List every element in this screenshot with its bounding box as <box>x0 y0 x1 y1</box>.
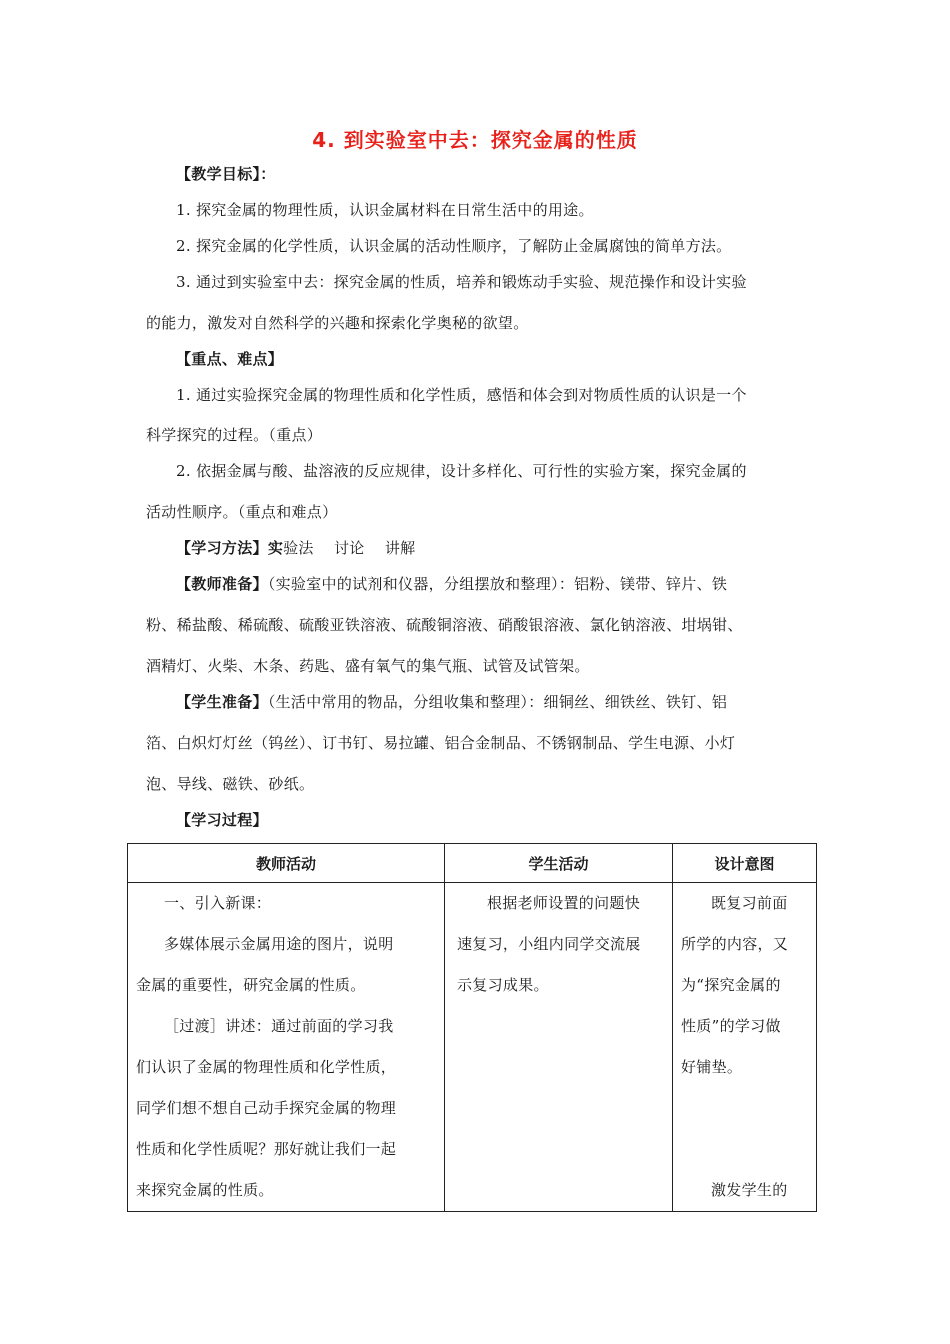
intent-line: 所学的内容，又 <box>681 935 789 953</box>
header-student-activity: 学生活动 <box>445 844 673 883</box>
teacher-prep-line-3: 酒精灯、火柴、木条、药匙、盛有氧气的集气瓶、试管及试管架。 <box>146 657 590 675</box>
teacher-prep-line-1 <box>176 574 816 594</box>
student-activity-cell <box>445 883 673 1212</box>
key-point-2-line-1: 2. 依据金属与酸、盐溶液的反应规律，设计多样化、可行性的实验方案，探究金属的 <box>176 462 747 480</box>
teacher-line: ［过渡］讲述：通过前面的学习我 <box>164 1017 394 1035</box>
objective-item-1: 1. 探究金属的物理性质，认识金属材料在日常生活中的用途。 <box>176 201 594 219</box>
intent-line <box>681 1129 808 1170</box>
header-design-intent: 设计意图 <box>673 844 817 883</box>
student-line: 速复习，小组内同学交流展 <box>457 935 641 953</box>
key-point-1-line-2: 科学探究的过程。（重点） <box>146 426 323 444</box>
objective-item-2: 2. 探究金属的化学性质，认识金属的活动性顺序，了解防止金属腐蚀的简单方法。 <box>176 237 732 255</box>
teacher-line: 性质和化学性质呢？那好就让我们一起 <box>136 1140 397 1158</box>
teacher-prep-line-2: 粉、稀盐酸、稀硫酸、硫酸亚铁溶液、硫酸铜溶液、硝酸银溶液、氯化钠溶液、坩埚钳、 <box>146 616 743 634</box>
teacher-prep-text-1: （实验室中的试剂和仪器，分组摆放和整理）：铝粉、镁带、锌片、铁 <box>267 575 728 593</box>
teacher-line: 一、引入新课： <box>164 894 272 912</box>
intent-line: 激发学生的 <box>711 1181 788 1199</box>
objective-item-3-line-2: 的能力，激发对自然科学的兴趣和探索化学奥秘的欲望。 <box>146 314 529 332</box>
student-prep-line-3: 泡、导线、磁铁、砂纸。 <box>146 775 315 793</box>
method-line <box>176 538 816 558</box>
teacher-line: 来探究金属的性质。 <box>136 1181 274 1199</box>
teacher-line: 金属的重要性，研究金属的性质。 <box>136 976 366 994</box>
method-text: 验法 讨论 讲解 <box>283 539 416 557</box>
intent-line: 既复习前面 <box>711 894 788 912</box>
key-point-1-line-1: 1. 通过实验探究金属的物理性质和化学性质，感悟和体会到对物质性质的认识是一个 <box>176 386 747 404</box>
student-prep-heading: 【学生准备】 <box>176 693 268 711</box>
page-title: 4. 到实验室中去：探究金属的性质 <box>312 128 638 152</box>
objectives-heading: 【教学目标】： <box>176 165 276 183</box>
student-line: 示复习成果。 <box>457 976 549 994</box>
intent-line <box>681 1088 808 1129</box>
header-teacher-activity: 教师活动 <box>128 844 445 883</box>
teacher-prep-heading: 【教师准备】 <box>176 575 268 593</box>
key-point-2-line-2: 活动性顺序。（重点和难点） <box>146 503 338 521</box>
process-heading: 【学习过程】 <box>176 811 268 829</box>
objective-item-3-line-1: 3. 通过到实验室中去：探究金属的性质，培养和锻炼动手实验、规范操作和设计实验 <box>176 273 747 291</box>
student-prep-line-2: 箔、白炽灯灯丝（钨丝）、订书钉、易拉罐、铝合金制品、不锈钢制品、学生电源、小灯 <box>146 734 736 752</box>
intent-line: 性质”的学习做 <box>681 1017 781 1035</box>
intent-line: 为“探究金属的 <box>681 976 781 994</box>
intent-line: 好铺垫。 <box>681 1058 743 1076</box>
method-heading: 【学习方法】 <box>176 539 268 557</box>
teacher-line: 多媒体展示金属用途的图片，说明 <box>164 935 394 953</box>
teacher-line: 们认识了金属的物理性质和化学性质， <box>136 1058 397 1076</box>
key-points-heading: 【重点、难点】 <box>176 350 284 368</box>
student-line: 根据老师设置的问题快 <box>487 894 641 912</box>
process-table <box>127 843 817 1212</box>
teacher-line: 同学们想不想自己动手探究金属的物理 <box>136 1099 397 1117</box>
method-text-bold: 实 <box>267 539 284 557</box>
student-prep-line-1 <box>176 692 816 712</box>
design-intent-cell <box>673 883 817 1212</box>
table-row <box>128 883 817 1212</box>
teacher-activity-cell <box>128 883 445 1212</box>
student-prep-text-1: （生活中常用的物品，分组收集和整理）：细铜丝、细铁丝、铁钉、铝 <box>267 693 728 711</box>
table-header-row <box>128 844 817 883</box>
